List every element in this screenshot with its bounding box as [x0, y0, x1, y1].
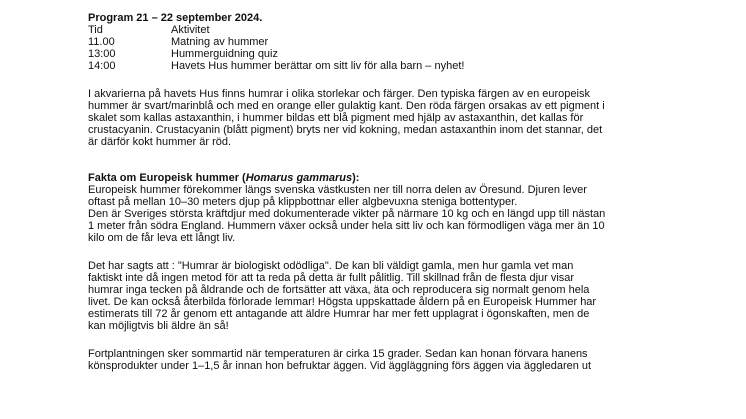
schedule-row: [88, 36, 688, 48]
schedule-row: [88, 48, 688, 60]
intro-line: I akvarierna på havets Hus finns humrar i olika storlekar och färger. Den typiska färgen av en europeisk: [88, 88, 590, 100]
schedule-activity: Hummerguidning quiz: [171, 48, 278, 60]
schedule-header-row: [88, 24, 688, 36]
facts-line: livet. De kan också återbilda förlorade lemmar! Högsta uppskattade åldern på en Europeisk Hummer har: [88, 296, 597, 308]
document-page: [88, 12, 688, 372]
schedule-row: [88, 60, 688, 72]
facts-line: humrar inga tecken på åldrande och de fortsätter att växa, äta och reproducera sig normalt genom hela: [88, 284, 590, 296]
schedule-activity: Havets Hus hummer berättar om sitt liv för alla barn – nyhet!: [171, 60, 465, 72]
facts-paragraph-1: [88, 184, 688, 244]
facts-line: faktiskt inte då ingen metod för att ta reda på detta är fullt pålitlig. Till skillnad från de flesta djur visar: [88, 272, 575, 284]
facts-line: könsprodukter under 1–1,5 år innan hon befruktar äggen. Vid äggläggning förs äggen via äggledaren ut: [88, 360, 592, 372]
facts-heading-suffix: ):: [352, 172, 360, 184]
program-title: Program 21 – 22 september 2024.: [88, 12, 263, 24]
facts-heading-species: Homarus gammarus: [245, 172, 353, 184]
facts-paragraph-3: [88, 348, 688, 372]
facts-line: oftast på mellan 10–30 meters djup på klippbottnar eller algbevuxna steniga bottentyper.: [88, 196, 518, 208]
intro-line: hummer är svart/marinblå och med en orange eller gulaktig kant. Den röda färgen orsakas av ett pigment i: [88, 100, 605, 112]
facts-heading: [88, 172, 688, 184]
facts-line: estimerats till 72 år genom ett antagande att äldre Humrar har mer fett upplagrat i ögonskaften, men de: [88, 308, 590, 320]
facts-line: 1 meter från södra England. Hummern växer också under hela sitt liv och kan förmodligen väga mer än 10: [88, 220, 605, 232]
facts-line: Det har sagts att : "Humrar är biologiskt odödliga". De kan bli väldigt gamla, men hur gamla vet man: [88, 260, 574, 272]
intro-line: är därför kokt hummer är röd.: [88, 136, 232, 148]
schedule-time: 13:00: [88, 48, 116, 60]
schedule-header-time: Tid: [88, 24, 103, 36]
intro-line: skalet som kallas astaxanthin, i hummer bildas ett blå pigment med hjälp av astaxanthin, det kallas för: [88, 112, 584, 124]
facts-line: Den är Sveriges största kräftdjur med dokumenterade vikter på närmare 10 kg och en längd upp till nästan: [88, 208, 606, 220]
facts-paragraph-2: [88, 260, 688, 332]
schedule-time: 11.00: [88, 36, 115, 48]
facts-line: kilo om de får leva ett långt liv.: [88, 232, 236, 244]
facts-heading-prefix: Fakta om Europeisk hummer (: [88, 172, 246, 184]
schedule-header-activity: Aktivitet: [171, 24, 210, 36]
schedule-time: 14:00: [88, 60, 116, 72]
intro-paragraph: [88, 88, 688, 148]
schedule-activity: Matning av hummer: [171, 36, 269, 48]
facts-line: Europeisk hummer förekommer längs svenska västkusten ner till norra delen av Öresund. Djuren lever: [88, 184, 587, 196]
intro-line: crustacyanin. Crustacyanin (blått pigment) bryts ner vid kokning, medan astaxanthin inom det stannar, det: [88, 124, 603, 136]
facts-line: Fortplantningen sker sommartid när temperaturen är cirka 15 grader. Sedan kan honan förvara hanens: [88, 348, 588, 360]
facts-line: kan möjligtvis bli äldre än så!: [88, 320, 229, 332]
